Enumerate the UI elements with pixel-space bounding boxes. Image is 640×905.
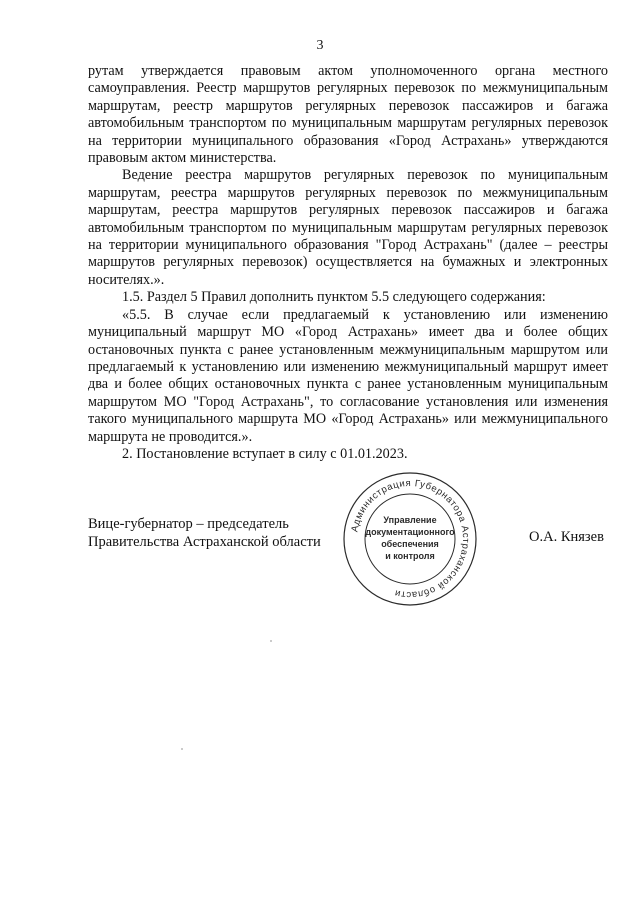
signatory-name: О.А. Князев	[529, 529, 604, 545]
svg-text:документационного: документационного	[365, 527, 455, 537]
paragraph-5: 2. Постановление вступает в силу с 01.01.2023.	[122, 445, 408, 462]
signatory-position	[88, 515, 321, 551]
paragraph-3: 1.5. Раздел 5 Правил дополнить пунктом 5.5 следующего содержания:	[122, 289, 546, 306]
paragraph-2: Ведение реестра маршрутов регулярных перевозок по муниципальным маршрутам, реестра маршрутов регулярных перевозок по межмуниципальным маршрутам, реестра маршрутов регулярных перевозок пассажиров и багажа автомобильным транспортом по муниципальным маршрутам регулярных перевозок на территории муниципального образования "Город Астрахань" (далее – реестры маршрутов регулярных перевозок) осуществляется на бумажных и электронных носителях.».	[88, 167, 608, 288]
signatory-position-line2: Правительства Астраханской области	[88, 534, 321, 550]
svg-text:Управление: Управление	[383, 515, 437, 525]
official-stamp	[340, 470, 480, 608]
paragraph-1: рутам утверждается правовым актом уполномоченного органа местного самоуправления. Реестр маршрутов регулярных перевозок по межмуниципальным маршрутам, реестр маршрутов регулярных перевозок пассажиров и багажа автомобильным транспортом по муниципальным маршрутам регулярных перевозок на территории муниципального образования «Город Астрахань» утверждаются правовым актом министерства.	[88, 63, 608, 167]
document-body	[88, 63, 608, 463]
signatory-position-line1: Вице-губернатор – председатель	[88, 516, 289, 532]
paragraph-4: «5.5. В случае если предлагаемый к установлению или изменению муниципальный маршрут МО «Город Астрахань» имеет два и более общих остановочных пункта с ранее установленным межмуниципальным маршрутом или предлагаемый к установлению или изменению межмуниципальный маршрут имеет два и более общих остановочных пункта с ранее установленным муниципальным маршрутом МО "Город Астрахань", то согласование установления или изменения такого муниципального маршрута МО «Город Астрахань» или межмуниципального маршрута не проводится.».	[88, 306, 608, 445]
svg-text:Администрация Губернатора Астр: Администрация Губернатора Астраханской области	[349, 477, 472, 601]
svg-text:и контроля: и контроля	[385, 551, 435, 561]
svg-text:обеспечения: обеспечения	[381, 539, 439, 549]
page-number: 3	[316, 38, 324, 53]
